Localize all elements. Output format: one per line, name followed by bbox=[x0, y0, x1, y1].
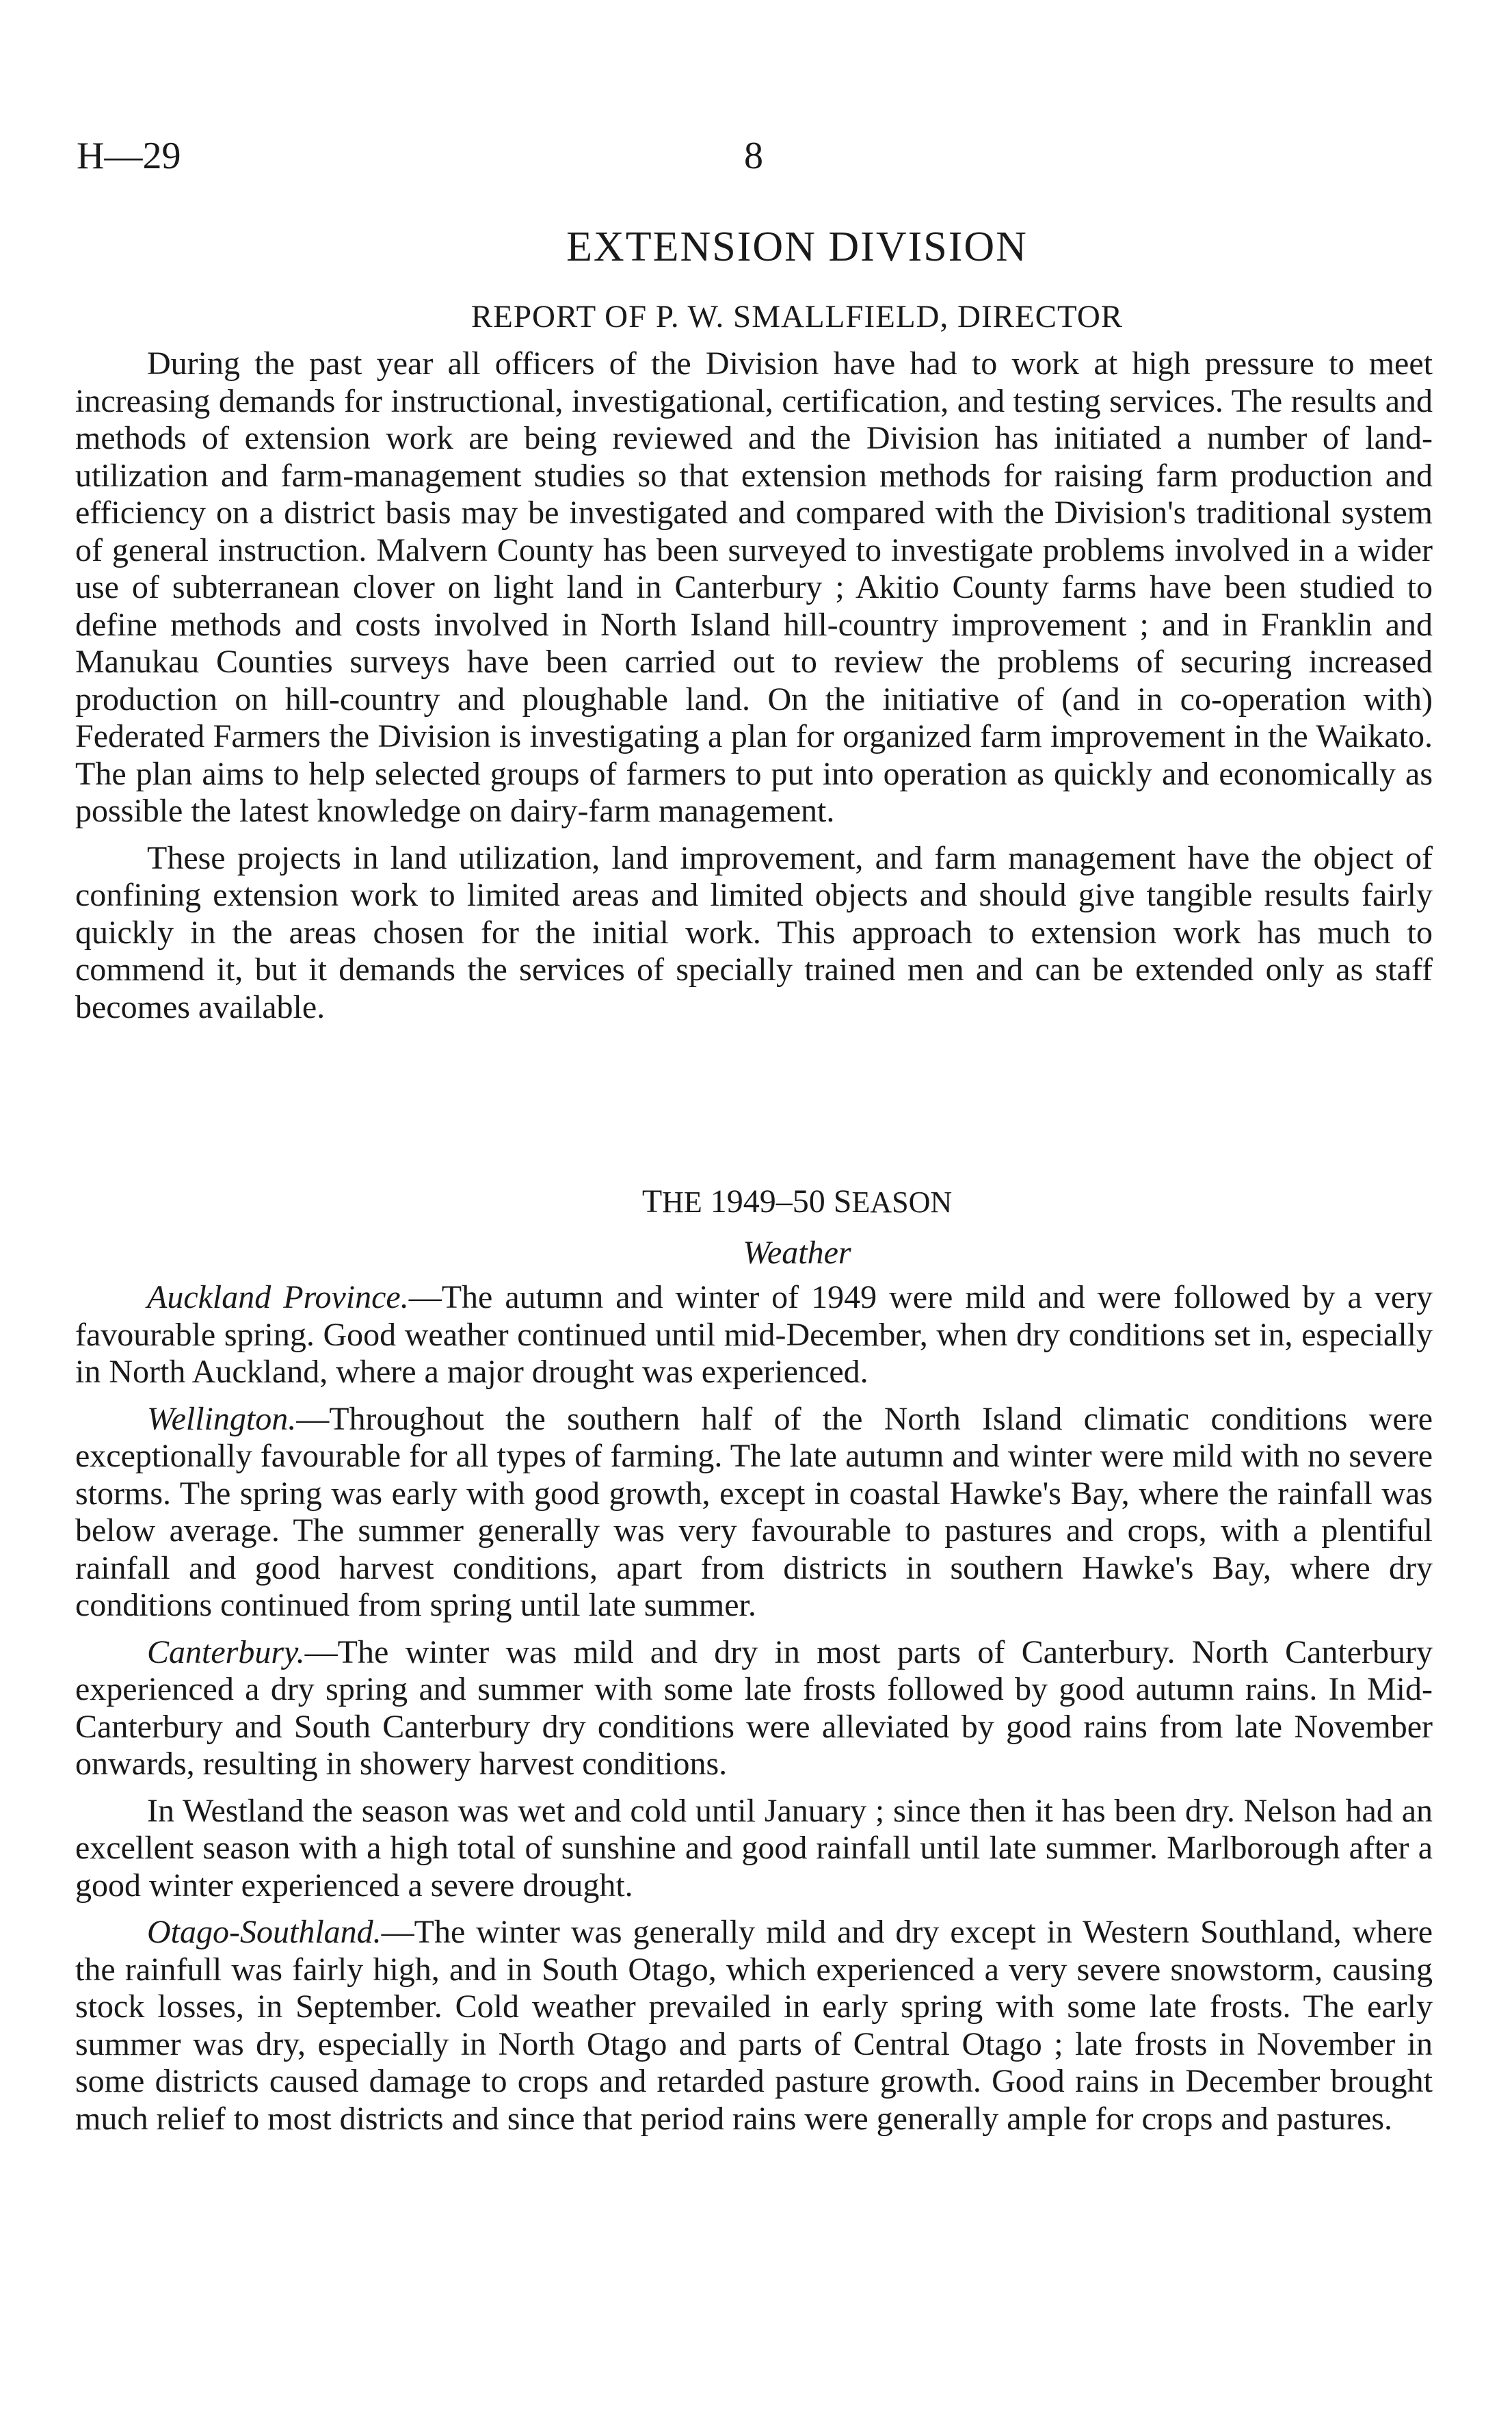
page-subtitle: REPORT OF P. W. SMALLFIELD, DIRECTOR bbox=[470, 299, 1124, 334]
intro-section bbox=[75, 345, 1433, 1026]
season-heading-year: 1949–50 bbox=[702, 1183, 834, 1220]
weather-paragraph-auckland bbox=[75, 1279, 1433, 1391]
intro-paragraph-1: During the past year all officers of the Division have had to work at high pressure to meet increasing demands for instructional, investigational, certification, and testing services. The results and methods of extension work are being reviewed and the Division has initiated a number of land-utilization and farm-management studies so that extension methods for raising farm production and efficiency on a district basis may be investigated and compared with the Division's traditional system of general instruction. Malvern County has been surveyed to investigate problems involved in a wider use of subterranean clover on light land in Canterbury ; Akitio County farms have been studied to define methods and costs involved in North Island hill-country improvement ; and in Franklin and Manukau Counties surveys have been carried out to review the problems of securing increased production on hill-country and ploughable land. On the initiative of (and in co-operation with) Federated Farmers the Division is investigating a plan for organized farm improvement in the Waikato. The plan aims to help selected groups of farmers to put into operation as quickly and economically as possible the latest knowledge on dairy-farm management. bbox=[75, 345, 1433, 829]
page-number: 8 bbox=[744, 135, 763, 177]
weather-paragraph-canterbury bbox=[75, 1634, 1433, 1783]
page-title: EXTENSION DIVISION bbox=[566, 224, 1028, 270]
weather-paragraph-westland bbox=[75, 1793, 1433, 1905]
intro-paragraph-2: These projects in land utilization, land improvement, and farm management have the object of confining extension work to limited areas and limited objects and should give tangible results fairly quickly in the areas chosen for the initial work. This approach to extension work has much to commend it, but it demands the services of specially trained men and can be extended only as staff becomes available. bbox=[75, 839, 1433, 1025]
weather-section bbox=[75, 1279, 1433, 2138]
paragraph-text-auckland: —The autumn and winter of 1949 were mild and were followed by a very favourable spring. Good weather continued until mid-December, when dry conditions set in, especially in North Auckland, where a major drought was experienced. bbox=[75, 1279, 1433, 1390]
weather-paragraph-otago-southland bbox=[75, 1914, 1433, 2138]
weather-subheading: Weather bbox=[743, 1235, 851, 1271]
paragraph-text-westland: In Westland the season was wet and cold until January ; since then it has been dry. Nelson had an excellent season with a high total of sunshine and good rainfall until late summer. Marlborough after a good winter experienced a severe drought. bbox=[75, 1792, 1433, 1904]
region-lead-auckland: Auckland Province. bbox=[147, 1279, 409, 1315]
region-lead-wellington: Wellington. bbox=[147, 1400, 297, 1437]
season-heading-initial-t: T bbox=[641, 1183, 663, 1220]
season-heading-eason: EASON bbox=[851, 1185, 953, 1219]
season-heading bbox=[0, 1185, 1512, 1218]
weather-paragraph-wellington bbox=[75, 1401, 1433, 1625]
season-heading-he: HE bbox=[662, 1185, 702, 1219]
region-lead-canterbury: Canterbury. bbox=[147, 1633, 305, 1670]
paragraph-text-canterbury: —The winter was mild and dry in most parts of Canterbury. North Canterbury experienced a dry spring and summer with some late frosts followed by good autumn rains. In Mid-Canterbury and South Canterbury dry conditions were alleviated by good rains from late November onwards, resulting in showery harvest conditions. bbox=[75, 1633, 1433, 1782]
region-lead-otago-southland: Otago-Southland. bbox=[147, 1914, 382, 1950]
paragraph-text-otago-southland: —The winter was generally mild and dry except in Western Southland, where the rainfull was fairly high, and in South Otago, which experienced a very severe snowstorm, causing stock losses, in September. Cold weather prevailed in early spring with some late frosts. The early summer was dry, especially in North Otago and parts of Central Otago ; late frosts in November in some districts caused damage to crops and retarded pasture growth. Good rains in December brought much relief to most districts and since that period rains were generally ample for crops and pastures. bbox=[75, 1914, 1433, 2137]
document-reference: H—29 bbox=[77, 135, 181, 177]
season-heading-initial-s: S bbox=[833, 1183, 852, 1220]
paragraph-text-wellington: —Throughout the southern half of the North Island climatic conditions were exceptionally favourable for all types of farming. The late autumn and winter were mild with no severe storms. The spring was early with good growth, except in coastal Hawke's Bay, where the rainfall was below average. The summer generally was very favourable to pastures and crops, with a plentiful rainfall and good harvest conditions, apart from districts in southern Hawke's Bay, where dry conditions continued from spring until late summer. bbox=[75, 1400, 1433, 1623]
